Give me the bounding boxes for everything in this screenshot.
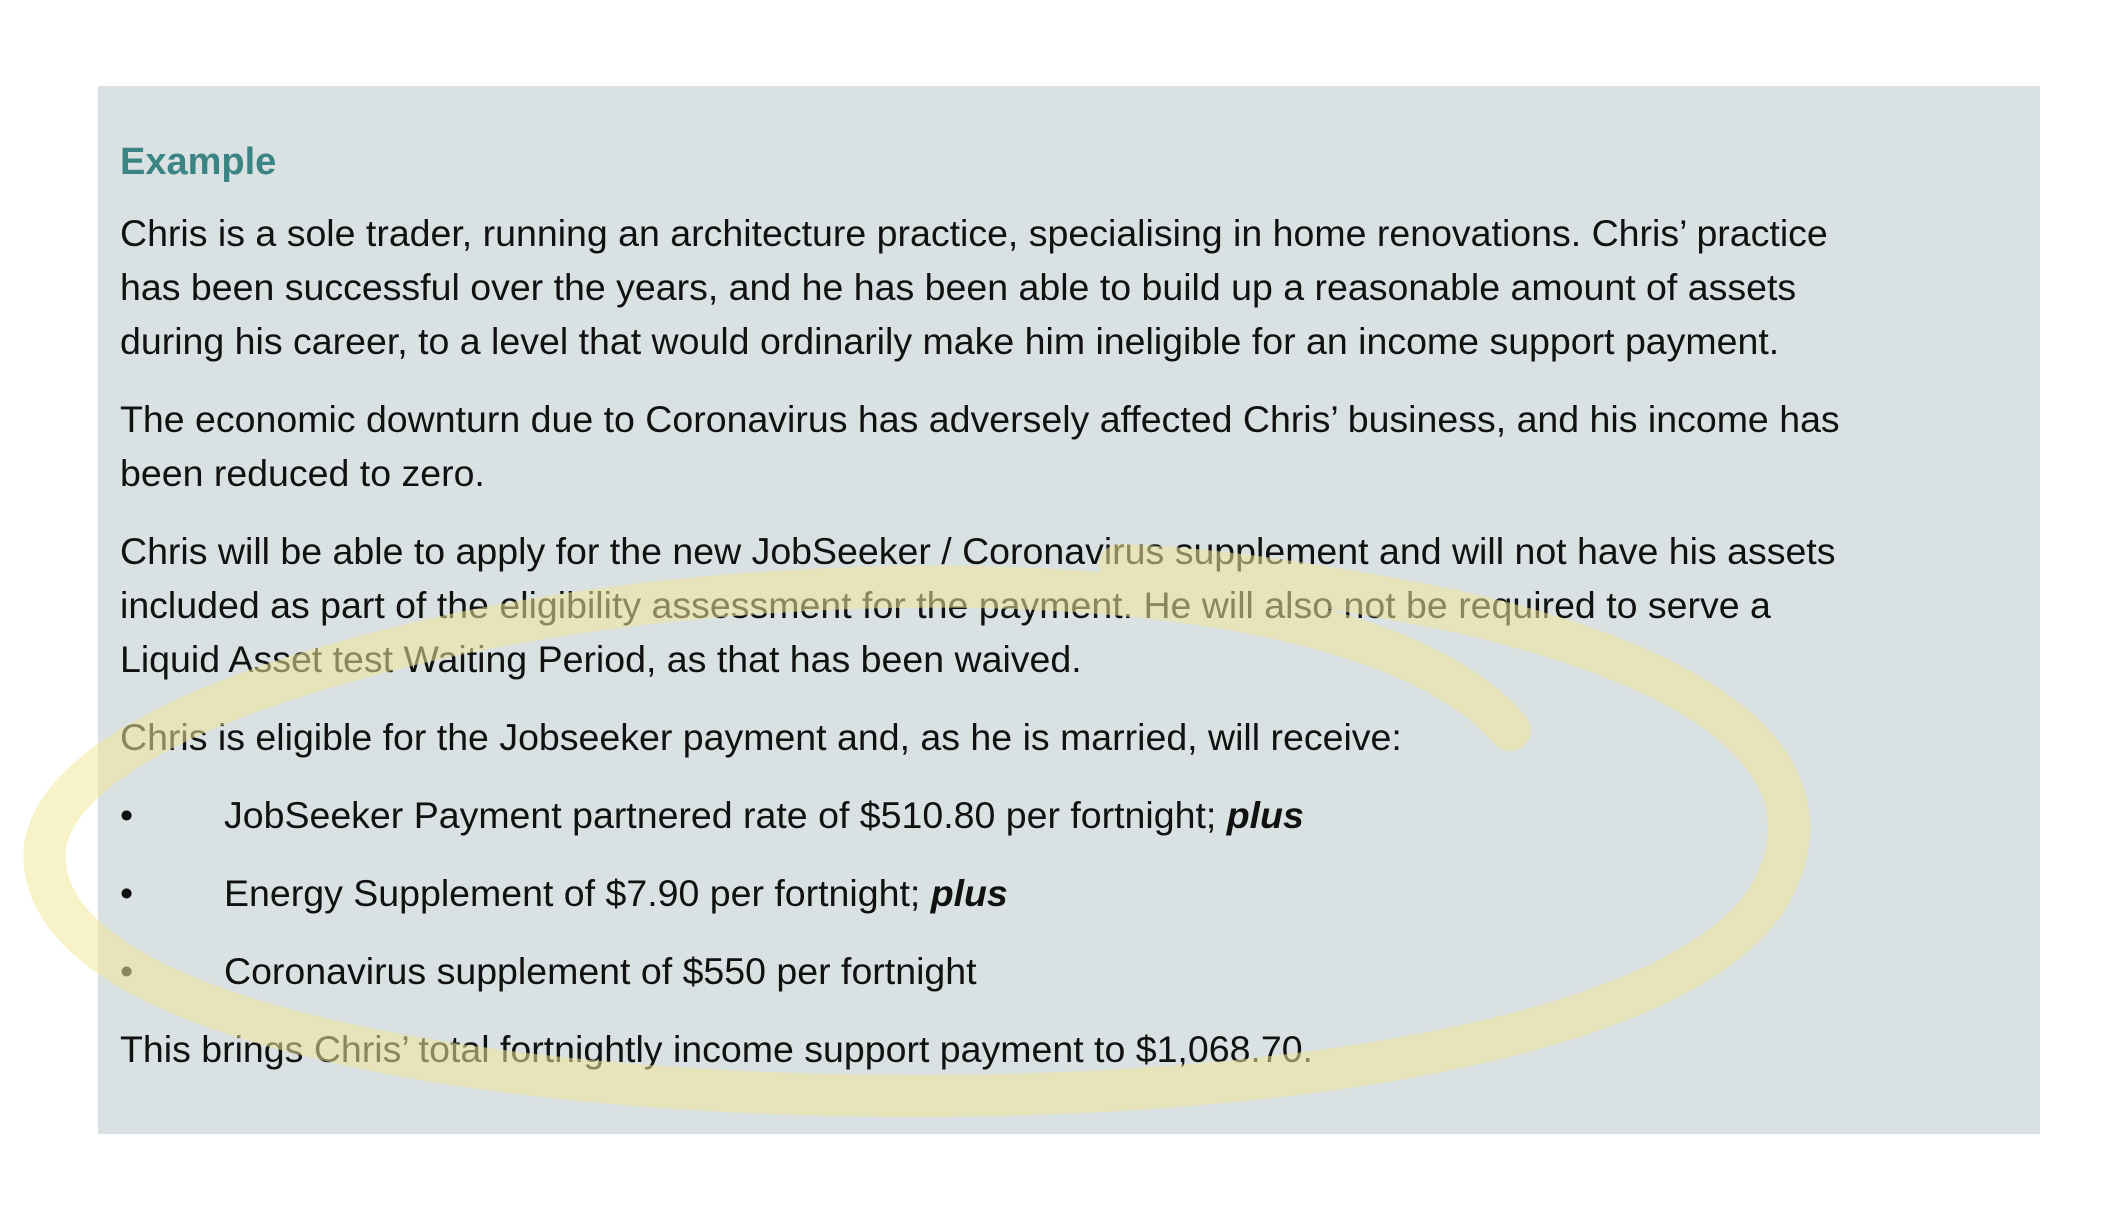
paragraph-background xyxy=(120,206,2020,368)
bullet-emphasis: plus xyxy=(930,872,1008,914)
paragraph-line: Chris is eligible for the Jobseeker payment and, as he is married, will receive: xyxy=(120,716,1402,758)
paragraph-line: This brings Chris’ total fortnightly income support payment to $1,068.70. xyxy=(120,1028,1313,1070)
paragraph-line: Chris is a sole trader, running an architecture practice, specialising in home renovations. Chris’ practice xyxy=(120,212,1828,254)
bullet-text-main: Coronavirus supplement of $550 per fortnight xyxy=(224,950,977,992)
example-content xyxy=(120,132,2020,1100)
paragraph-receive xyxy=(120,710,2020,764)
bullet-item-coronavirus xyxy=(120,944,2020,998)
bullet-text-main: JobSeeker Payment partnered rate of $510.80 per fortnight; xyxy=(224,794,1227,836)
bullet-icon: • xyxy=(120,872,134,914)
example-heading: Example xyxy=(120,141,277,183)
paragraph-line: Chris will be able to apply for the new JobSeeker / Coronavirus supplement and will not have his assets xyxy=(120,530,1836,572)
bullet-text xyxy=(224,944,977,998)
paragraph-line: Liquid Asset test Waiting Period, as that has been waived. xyxy=(120,638,1082,680)
paragraph-eligibility xyxy=(120,524,2020,686)
paragraph-line: The economic downturn due to Coronavirus has adversely affected Chris’ business, and his income has xyxy=(120,398,1840,440)
paragraph-downturn xyxy=(120,392,2020,500)
bullet-text xyxy=(224,866,1008,920)
paragraph-line: during his career, to a level that would ordinarily make him ineligible for an income support payment. xyxy=(120,320,1780,362)
paragraph-conclusion xyxy=(120,1022,2020,1076)
bullet-emphasis: plus xyxy=(1226,794,1304,836)
bullet-icon: • xyxy=(120,794,134,836)
paragraph-line: has been successful over the years, and he has been able to build up a reasonable amount of assets xyxy=(120,266,1797,308)
bullet-text-main: Energy Supplement of $7.90 per fortnight; xyxy=(224,872,931,914)
bullet-text xyxy=(224,788,1304,842)
paragraph-line: been reduced to zero. xyxy=(120,452,485,494)
bullet-icon: • xyxy=(120,950,134,992)
bullet-item-jobseeker xyxy=(120,788,2020,842)
paragraph-line: included as part of the eligibility assessment for the payment. He will also not be required to serve a xyxy=(120,584,1771,626)
bullet-item-energy xyxy=(120,866,2020,920)
